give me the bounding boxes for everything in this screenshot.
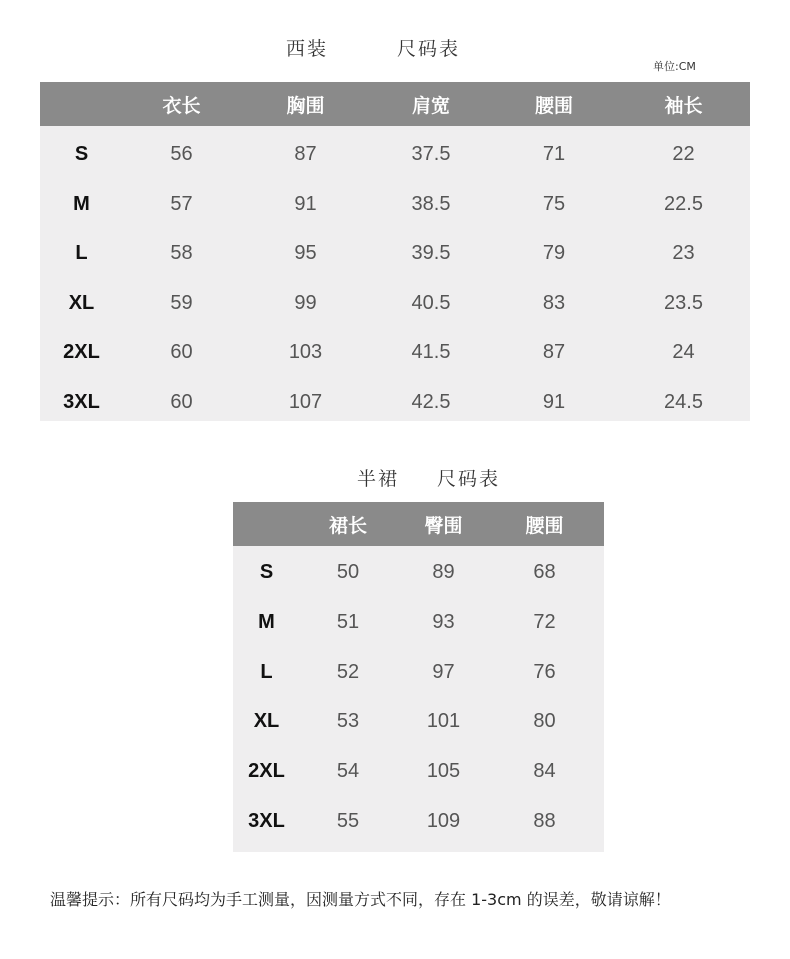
- value-cell: 23: [672, 242, 695, 265]
- value-cell: 71: [542, 143, 566, 166]
- value-cell: 23.5: [664, 291, 703, 314]
- value-cell: 76: [533, 660, 556, 683]
- value-cell: 57: [170, 192, 193, 215]
- header-cell: 裙长: [328, 514, 367, 537]
- value-cell: 51: [336, 611, 360, 634]
- value-cell: 87: [542, 341, 566, 364]
- suit-size-table: [40, 82, 750, 421]
- table-row: [233, 598, 604, 648]
- value-cell: 79: [542, 242, 566, 265]
- value-cell: 88: [533, 809, 556, 832]
- value-cell: 103: [288, 341, 323, 364]
- skirt-title-size-chart: 尺码表: [437, 468, 501, 490]
- value-cell: 60: [170, 390, 193, 413]
- size-cell: 3XL: [63, 390, 100, 413]
- value-cell: 72: [533, 611, 556, 634]
- table-row: [233, 796, 604, 846]
- unit-label: 单位:CM: [653, 60, 696, 73]
- value-cell: 55: [336, 809, 360, 832]
- skirt-title-category: 半裙: [357, 468, 400, 490]
- value-cell: 109: [426, 809, 461, 832]
- value-cell: 87: [294, 143, 317, 166]
- table-row: [40, 328, 750, 378]
- skirt-table-header: [233, 502, 604, 546]
- value-cell: 58: [170, 242, 193, 265]
- header-cell: 衣长: [162, 94, 201, 117]
- value-cell: 50: [336, 561, 360, 584]
- value-cell: 53: [336, 710, 360, 733]
- value-cell: 56: [170, 143, 193, 166]
- table-row: [40, 279, 750, 329]
- value-cell: 97: [432, 660, 455, 683]
- suit-table-header: [40, 82, 750, 126]
- header-cell: 腰围: [534, 94, 573, 117]
- table-row: [233, 647, 604, 697]
- value-cell: 91: [542, 390, 566, 413]
- table-row: [233, 697, 604, 747]
- size-cell: M: [73, 192, 90, 215]
- suit-title-category: 西装: [286, 38, 329, 60]
- value-cell: 91: [294, 192, 317, 215]
- value-cell: 84: [533, 760, 556, 783]
- suit-title-size-chart: 尺码表: [397, 38, 461, 60]
- table-row: [40, 130, 750, 180]
- table-row: [233, 747, 604, 797]
- value-cell: 105: [426, 760, 461, 783]
- value-cell: 83: [542, 291, 566, 314]
- value-cell: 37.5: [411, 143, 451, 166]
- table-row: [40, 229, 750, 279]
- table-row: [40, 378, 750, 428]
- header-cell: 腰围: [525, 514, 564, 537]
- header-cell: [40, 82, 123, 126]
- value-cell: 95: [294, 242, 317, 265]
- header-cell: 肩宽: [411, 94, 450, 117]
- value-cell: 38.5: [411, 192, 451, 215]
- value-cell: 41.5: [411, 341, 451, 364]
- value-cell: 89: [432, 561, 455, 584]
- size-cell: XL: [68, 291, 95, 314]
- value-cell: 101: [426, 710, 461, 733]
- size-cell: 2XL: [63, 341, 100, 364]
- value-cell: 52: [336, 660, 360, 683]
- size-cell: S: [74, 143, 89, 166]
- size-cell: L: [260, 660, 273, 683]
- value-cell: 24: [672, 341, 695, 364]
- value-cell: 42.5: [411, 390, 451, 413]
- header-cell: 臀围: [424, 514, 463, 537]
- size-cell: 2XL: [248, 760, 285, 783]
- size-cell: 3XL: [248, 809, 285, 832]
- size-cell: XL: [253, 710, 280, 733]
- value-cell: 40.5: [411, 291, 451, 314]
- value-cell: 22: [672, 143, 695, 166]
- skirt-size-table: [233, 502, 604, 852]
- value-cell: 80: [533, 710, 556, 733]
- value-cell: 75: [542, 192, 566, 215]
- value-cell: 60: [170, 341, 193, 364]
- value-cell: 54: [336, 760, 360, 783]
- size-cell: S: [259, 561, 274, 584]
- value-cell: 68: [533, 561, 556, 584]
- value-cell: 24.5: [664, 390, 703, 413]
- header-cell: 胸围: [286, 94, 325, 117]
- header-cell: 袖长: [664, 94, 703, 117]
- size-cell: M: [258, 611, 275, 634]
- size-cell: L: [75, 242, 88, 265]
- table-row: [233, 548, 604, 598]
- value-cell: 107: [288, 390, 323, 413]
- measurement-note: 温馨提示：所有尺码均为手工测量，因测量方式不同，存在 1-3cm 的误差，敬请谅解！: [50, 890, 671, 909]
- value-cell: 59: [170, 291, 193, 314]
- value-cell: 39.5: [411, 242, 451, 265]
- value-cell: 93: [432, 611, 455, 634]
- table-row: [40, 180, 750, 230]
- value-cell: 99: [294, 291, 317, 314]
- header-cell: [233, 502, 300, 546]
- value-cell: 22.5: [664, 192, 703, 215]
